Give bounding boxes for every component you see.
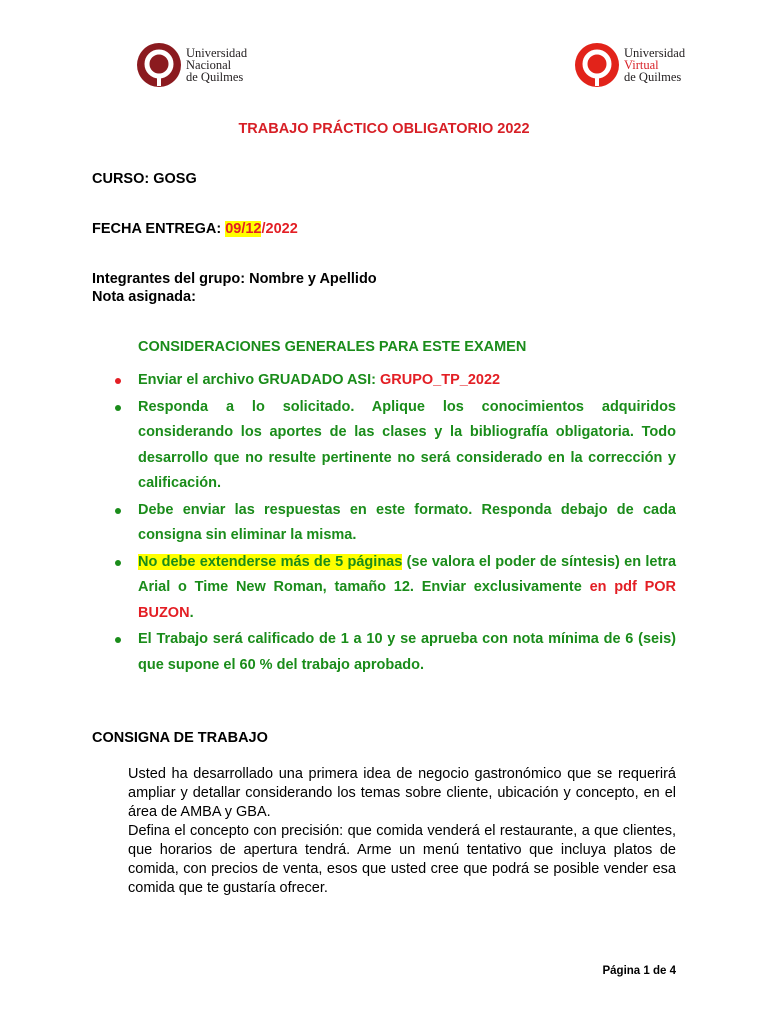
- fecha-highlighted: 09/12: [225, 221, 262, 237]
- bullet-text: (se valora el poder de síntesis) en letra Arial o Time New Roman, tamaño 12. Enviar exclusivamente: [138, 553, 677, 595]
- bullet-text-end: .: [189, 604, 194, 621]
- considerations-title: CONSIDERACIONES GENERALES PARA ESTE EXAMEN: [138, 339, 527, 355]
- list-item: [112, 395, 676, 497]
- integrantes-line: Integrantes del grupo: Nombre y Apellido: [92, 271, 377, 287]
- list-item: [112, 498, 676, 549]
- list-item: [112, 627, 676, 678]
- logo-line: de Quilmes: [624, 70, 682, 84]
- uvq-emblem-icon: [574, 42, 620, 88]
- unq-emblem-icon: [136, 42, 182, 88]
- logo-line: Nacional: [186, 58, 232, 72]
- considerations-list: [112, 368, 676, 679]
- bullet-highlight: No debe extenderse más de 5 páginas: [138, 553, 403, 570]
- consigna-body: [128, 765, 676, 898]
- bullet-icon: [115, 637, 121, 643]
- logo-line: Virtual: [624, 58, 659, 72]
- consigna-paragraph: Usted ha desarrollado una primera idea de negocio gastronómico que se requerirá ampliar y detallar considerando los temas sobre cliente, ubicación y concepto, en el área de AMBA y GBA.: [128, 766, 676, 820]
- fecha-year: /2022: [261, 221, 298, 237]
- bullet-icon: [115, 378, 121, 384]
- logo-line: Universidad: [624, 46, 686, 60]
- bullet-text: Enviar el archivo GRUADADO ASI:: [138, 372, 380, 388]
- logo-line: de Quilmes: [186, 70, 244, 84]
- bullet-text: El Trabajo será calificado de 1 a 10 y se aprueba con nota mínima de 6 (seis) que supone el 60 % del trabajo aprobado.: [138, 631, 676, 673]
- uvq-logo: [574, 42, 685, 88]
- bullet-icon: [115, 560, 121, 566]
- bullet-text: Responda a lo solicitado. Aplique los conocimientos adquiridos considerando los aportes de las clases y la bibliografía obligatoria. Todo desarrollo que no resulte pertinente no será considerado en la corrección y calificación.: [138, 398, 676, 491]
- bullet-text: Debe enviar las respuestas en este formato. Responda debajo de cada consigna sin eliminar la misma.: [138, 501, 676, 543]
- curso-line: CURSO: GOSG: [92, 171, 197, 187]
- logo-line: Universidad: [186, 46, 248, 60]
- bullet-icon: [115, 405, 121, 411]
- bullet-icon: [115, 508, 121, 514]
- document-title: TRABAJO PRÁCTICO OBLIGATORIO 2022: [238, 121, 530, 137]
- list-item: [112, 550, 676, 627]
- fecha-entrega-line: [92, 221, 298, 237]
- file-name: GRUPO_TP_2022: [380, 372, 501, 388]
- consigna-title: CONSIGNA DE TRABAJO: [92, 730, 268, 746]
- nota-line: Nota asignada:: [92, 289, 196, 305]
- list-item: [112, 368, 676, 394]
- page-number: Página 1 de 4: [602, 965, 676, 977]
- bullet-red-text: en pdf POR BUZON: [138, 579, 676, 621]
- fecha-label: FECHA ENTREGA:: [92, 221, 226, 237]
- consigna-paragraph: Defina el concepto con precisión: que comida venderá el restaurante, a que clientes, que horarios de apertura tendrá. Arme un menú tentativo que incluya platos de comida, con precios de venta, esos que usted cree que podrá se posible vender esa comida que te gustaría ofrecer.: [128, 823, 676, 896]
- unq-logo: [136, 42, 247, 88]
